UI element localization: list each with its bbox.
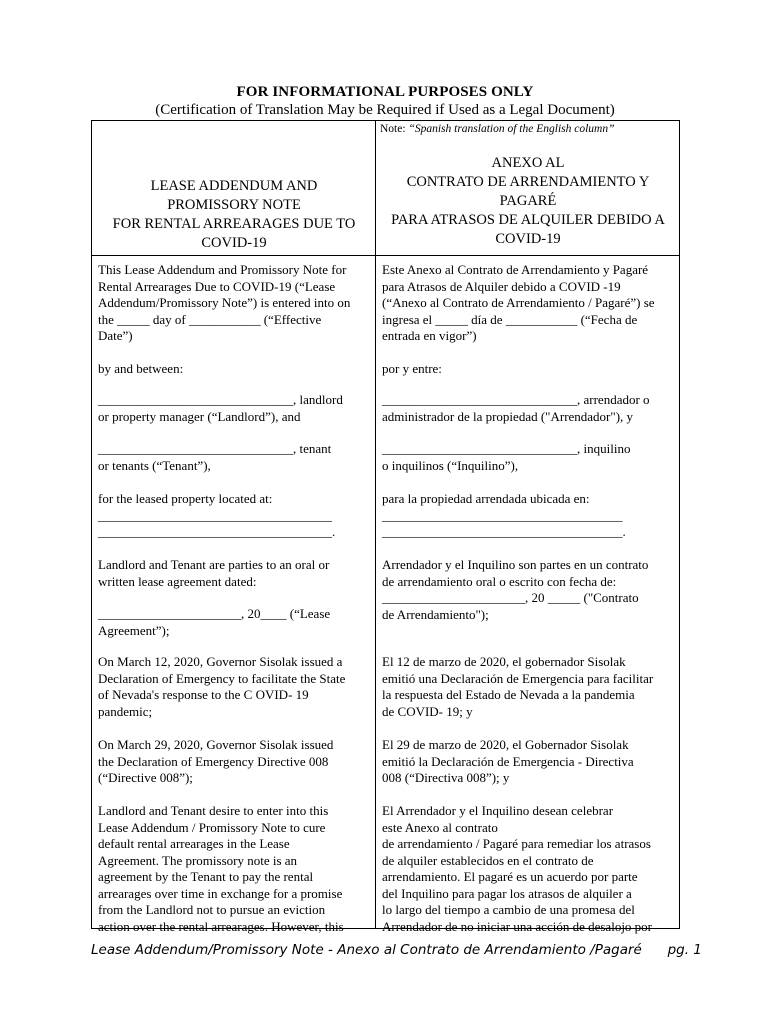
english-paragraph: On March 12, 2020, Governor Sisolak issued a Declaration of Emergency to facilitate the State of Nevada's response to the C OVID- 19 pandemic; — [98, 654, 346, 719]
english-paragraph: ______________________________, tenant or tenants (“Tenant”), — [98, 441, 332, 473]
english-paragraph: ______________________________, landlord or property manager (“Landlord”), and — [98, 392, 343, 424]
english-paragraph: Landlord and Tenant are parties to an oral or written lease agreement dated: — [98, 557, 330, 589]
document-subheading: (Certification of Translation May be Required if Used as a Legal Document) — [155, 102, 615, 118]
english-paragraph: by and between: — [98, 361, 184, 376]
english-title: LEASE ADDENDUM AND PROMISSORY NOTE FOR RENTAL ARREARAGES DUE TO COVID-19 — [112, 178, 356, 251]
spanish-title: ANEXO AL CONTRATO DE ARRENDAMIENTO Y PAGARÉ PARA ATRASOS DE ALQUILER DEBIDO A COVID-19 — [391, 155, 665, 247]
document-heading: FOR INFORMATIONAL PURPOSES ONLY — [236, 84, 534, 100]
spanish-paragraph: ______________________________, inquilino o inquilinos (“Inquilino”), — [382, 441, 631, 473]
bilingual-table — [91, 120, 680, 934]
spanish-paragraph: El 29 de marzo de 2020, el Gobernador Sisolak emitió la Declaración de Emergencia - Directiva 008 (“Directiva 008”); y — [382, 737, 634, 785]
spanish-paragraph: ______________________________, arrendador o administrador de la propiedad ("Arrendador"), y — [382, 392, 650, 424]
english-paragraph: ______________________, 20____ (“Lease Agreement”); — [98, 606, 331, 638]
english-paragraph: Landlord and Tenant desire to enter into this Lease Addendum / Promissory Note to cure default rental arrearages in the Lease Agreement. The promissory note is an agreement by the Tenant to pay the rental arrearages over time in exchange for a promise from the Landlord not to pursue an eviction action over the rental arrearages. However, this — [98, 803, 344, 934]
page-footer: Lease Addendum/Promissory Note - Anexo al Contrato de Arrendamiento /Pagaré pg. 1 — [91, 942, 702, 958]
header-row-divider — [92, 255, 679, 256]
spanish-paragraph: El Arrendador y el Inquilino desean celebrar este Anexo al contrato de arrendamiento / Pagaré para remediar los atrasos de alquiler establecidos en el contrato de arrendamiento. El pagaré es un acuerdo por parte del Inquilino para pagar los atrasos de alquiler a lo largo del tiempo a cambio de una promesa del Arrendador de no iniciar una acción de desalojo por — [382, 803, 653, 934]
note-text: “Spanish translation of the English column” — [408, 123, 615, 135]
spanish-paragraph: Este Anexo al Contrato de Arrendamiento y Pagaré para Atrasos de Alquiler debido a COVID -19 (“Anexo al Contrato de Arrendamiento / Pagaré”) se ingresa el _____ día de ___________ (“Fecha de entrada en vigor”) — [382, 262, 655, 343]
spanish-paragraph: para la propiedad arrendada ubicada en: _____________________________________ _____________________________________. — [382, 491, 626, 539]
english-paragraph: On March 29, 2020, Governor Sisolak issued the Declaration of Emergency Directive 008 (“Directive 008”); — [98, 737, 334, 785]
column-divider — [375, 121, 376, 928]
note-label: Note: — [380, 123, 409, 135]
translation-note — [380, 123, 615, 135]
spanish-paragraph: Arrendador y el Inquilino son partes en un contrato de arrendamiento oral o escrito con fecha de: ______________________, 20 _____ ("Contrato de Arrendamiento"); — [382, 557, 649, 622]
spanish-paragraph: El 12 de marzo de 2020, el gobernador Sisolak emitió una Declaración de Emergencia para facilitar la respuesta del Estado de Nevada a la pandemia de COVID- 19; y — [382, 654, 654, 719]
english-paragraph: This Lease Addendum and Promissory Note for Rental Arrearages Due to COVID-19 (“Lease Addendum/Promissory Note”) is entered into on the _____ day of ___________ (“Effective Date”) — [98, 262, 351, 343]
spanish-paragraph: por y entre: — [382, 361, 442, 376]
english-paragraph: for the leased property located at: ____________________________________ ____________________________________. — [98, 491, 336, 539]
